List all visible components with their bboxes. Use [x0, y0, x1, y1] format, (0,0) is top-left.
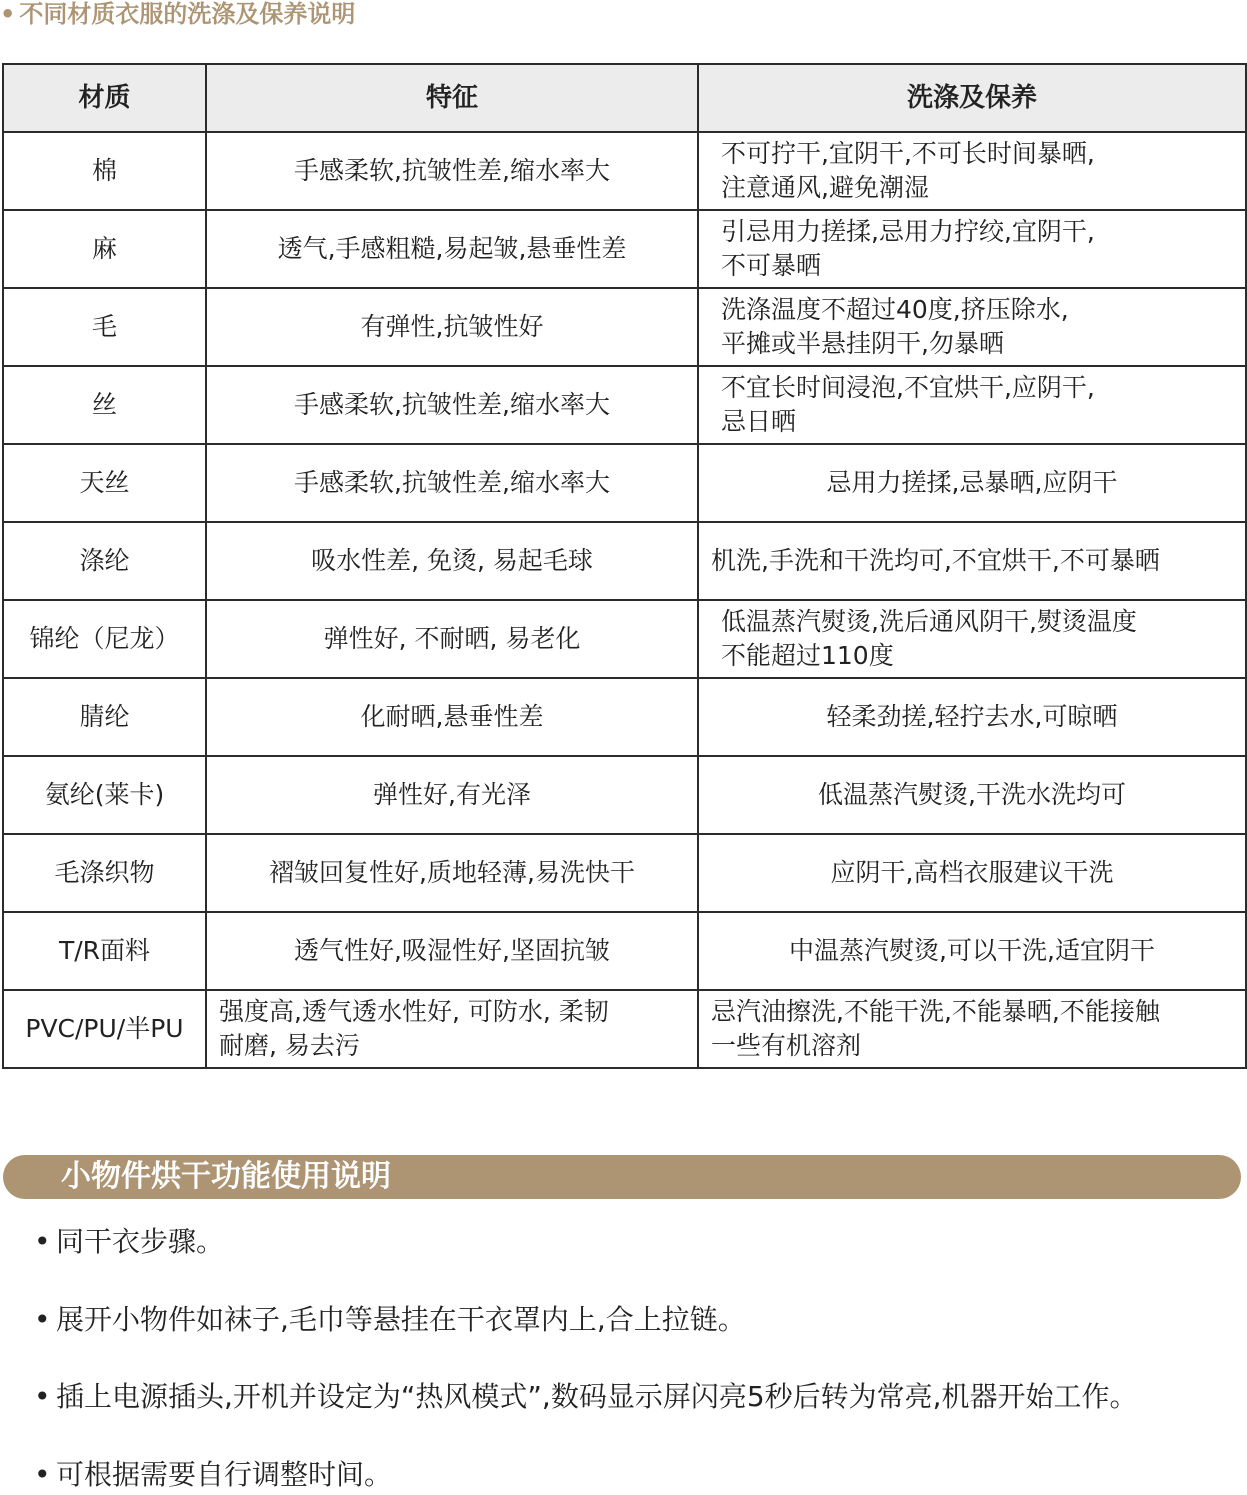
cell-features: 弹性好,有光泽 [206, 756, 698, 834]
cell-care: 忌用力搓揉,忌暴晒,应阴干 [698, 444, 1246, 522]
table-row [3, 678, 1246, 756]
cell-care: 不可拧干,宜阴干,不可长时间暴晒, 注意通风,避免潮湿 [698, 132, 1246, 210]
list-item-text: 展开小物件如袜子,毛巾等悬挂在干衣罩内上,合上拉链。 [56, 1303, 746, 1336]
table-row [3, 444, 1246, 522]
cell-care: 引忌用力搓揉,忌用力拧绞,宜阴干, 不可暴晒 [698, 210, 1246, 288]
list-item [34, 1222, 224, 1262]
table-row [3, 600, 1246, 678]
section-banner-title: 小物件烘干功能使用说明 [61, 1159, 391, 1194]
section-banner [3, 1155, 1241, 1199]
cell-material: 腈纶 [3, 678, 206, 756]
bullet-dot: • [34, 1225, 51, 1258]
table-row [3, 132, 1246, 210]
cell-material: T/R面料 [3, 912, 206, 990]
cell-material: 麻 [3, 210, 206, 288]
cell-features: 吸水性差, 免烫, 易起毛球 [206, 522, 698, 600]
cell-care: 低温蒸汽熨烫,洗后通风阴干,熨烫温度 不能超过110度 [698, 600, 1246, 678]
cell-care: 洗涤温度不超过40度,挤压除水, 平摊或半悬挂阴干,勿暴晒 [698, 288, 1246, 366]
cell-features: 有弹性,抗皱性好 [206, 288, 698, 366]
cell-material: PVC/PU/半PU [3, 990, 206, 1068]
cell-features: 褶皱回复性好,质地轻薄,易洗快干 [206, 834, 698, 912]
list-item [34, 1377, 1138, 1417]
table-row [3, 366, 1246, 444]
cell-features: 化耐晒,悬垂性差 [206, 678, 698, 756]
cell-care: 应阴干,高档衣服建议干洗 [698, 834, 1246, 912]
table-row [3, 990, 1246, 1068]
bullet-dot: • [34, 1458, 51, 1491]
cell-material: 天丝 [3, 444, 206, 522]
cell-care: 忌汽油擦洗,不能干洗,不能暴晒,不能接触 一些有机溶剂 [698, 990, 1246, 1068]
cell-features: 手感柔软,抗皱性差,缩水率大 [206, 132, 698, 210]
list-item-text: 插上电源插头,开机并设定为“热风模式”,数码显示屏闪亮5秒后转为常亮,机器开始工作。 [56, 1380, 1138, 1413]
table-row [3, 756, 1246, 834]
section-heading-text: 不同材质衣服的洗涤及保养说明 [19, 0, 356, 28]
cell-care: 中温蒸汽熨烫,可以干洗,适宜阴干 [698, 912, 1246, 990]
cell-material: 毛涤织物 [3, 834, 206, 912]
cell-care: 机洗,手洗和干洗均可,不宜烘干,不可暴晒 [698, 522, 1246, 600]
bullet-dot: • [0, 0, 16, 28]
cell-care: 不宜长时间浸泡,不宜烘干,应阴干, 忌日晒 [698, 366, 1246, 444]
table-row [3, 912, 1246, 990]
list-item-text: 可根据需要自行调整时间。 [56, 1458, 393, 1491]
cell-material: 丝 [3, 366, 206, 444]
bullet-dot: • [34, 1380, 51, 1413]
table-row [3, 210, 1246, 288]
fabric-care-table [2, 63, 1247, 1069]
bullet-dot: • [34, 1303, 51, 1336]
cell-features: 强度高,透气透水性好, 可防水, 柔韧 耐磨, 易去污 [206, 990, 698, 1068]
cell-features: 手感柔软,抗皱性差,缩水率大 [206, 444, 698, 522]
table-row [3, 288, 1246, 366]
table-header-row [3, 64, 1246, 132]
list-item [34, 1300, 746, 1340]
cell-material: 棉 [3, 132, 206, 210]
cell-material: 锦纶（尼龙） [3, 600, 206, 678]
cell-features: 手感柔软,抗皱性差,缩水率大 [206, 366, 698, 444]
table-row [3, 834, 1246, 912]
table-row [3, 522, 1246, 600]
cell-material: 涤纶 [3, 522, 206, 600]
cell-features: 透气,手感粗糙,易起皱,悬垂性差 [206, 210, 698, 288]
cell-care: 轻柔劲搓,轻拧去水,可晾晒 [698, 678, 1246, 756]
list-item-text: 同干衣步骤。 [56, 1225, 225, 1258]
cell-material: 毛 [3, 288, 206, 366]
column-header-care: 洗涤及保养 [698, 64, 1246, 132]
cell-material: 氨纶(莱卡) [3, 756, 206, 834]
column-header-features: 特征 [206, 64, 698, 132]
cell-care: 低温蒸汽熨烫,干洗水洗均可 [698, 756, 1246, 834]
list-item [34, 1455, 392, 1495]
section-heading [0, 0, 355, 34]
cell-features: 透气性好,吸湿性好,坚固抗皱 [206, 912, 698, 990]
column-header-material: 材质 [3, 64, 206, 132]
cell-features: 弹性好, 不耐晒, 易老化 [206, 600, 698, 678]
